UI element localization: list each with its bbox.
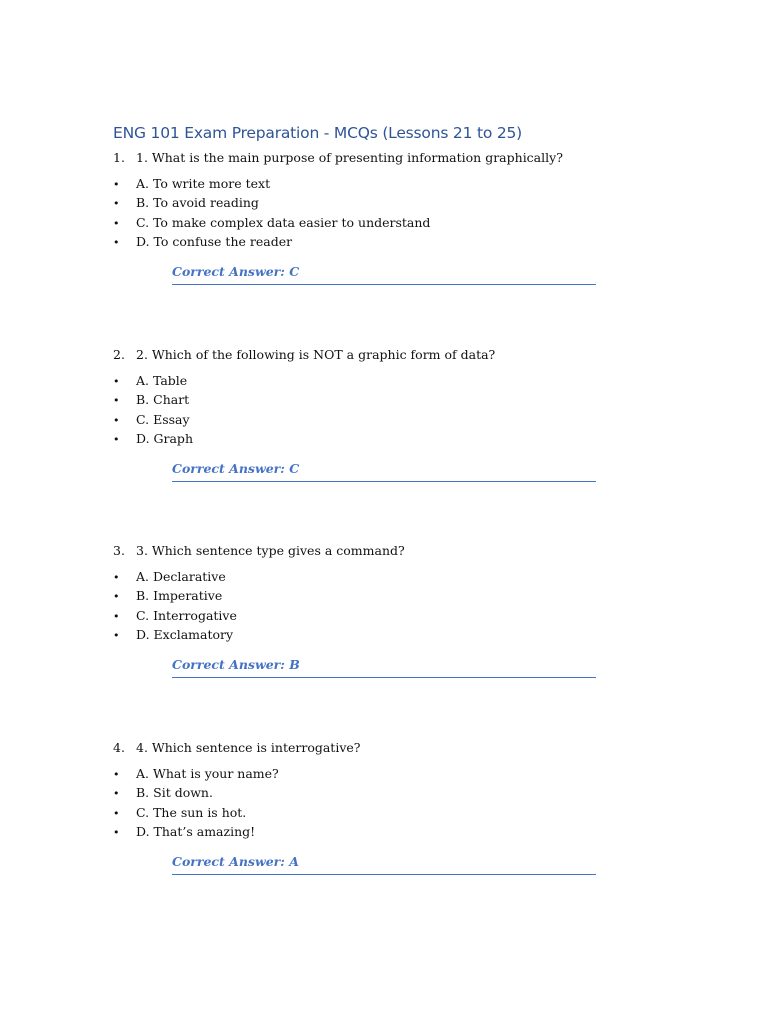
options-list xyxy=(113,371,193,448)
option-text: A. Declarative xyxy=(136,569,226,584)
option-item xyxy=(113,822,279,841)
question-line xyxy=(113,347,495,362)
question-text: 2. Which of the following is NOT a graphic form of data? xyxy=(136,347,496,362)
question-list-number: 2. xyxy=(113,347,125,362)
option-text: A. To write more text xyxy=(136,176,271,191)
correct-answer: Correct Answer: C xyxy=(172,461,596,482)
option-text: D. To confuse the reader xyxy=(136,233,293,249)
option-text: C. The sun is hot. xyxy=(136,804,247,820)
bullet-icon: • xyxy=(113,590,120,604)
option-text: C. To make complex data easier to understand xyxy=(136,214,431,230)
bullet-icon: • xyxy=(113,571,120,584)
option-item xyxy=(113,232,430,251)
bullet-icon: • xyxy=(113,609,120,623)
option-item xyxy=(113,213,430,232)
options-list xyxy=(113,567,237,644)
bullet-icon: • xyxy=(113,375,120,388)
question-list-number: 3. xyxy=(113,543,125,558)
option-text: A. What is your name? xyxy=(136,766,279,781)
question-list-number: 4. xyxy=(113,740,125,755)
bullet-icon: • xyxy=(113,413,120,427)
options-list xyxy=(113,174,430,251)
option-text: B. Imperative xyxy=(136,588,223,604)
option-item xyxy=(113,174,430,193)
bullet-icon: • xyxy=(113,197,120,211)
option-item xyxy=(113,783,279,802)
option-text: D. Exclamatory xyxy=(136,626,234,642)
option-text: A. Table xyxy=(136,373,188,388)
option-item xyxy=(113,371,193,390)
bullet-icon: • xyxy=(113,768,120,781)
question-line xyxy=(113,150,563,165)
question-list-number: 1. xyxy=(113,150,125,165)
option-item xyxy=(113,193,430,212)
option-item xyxy=(113,803,279,822)
question-text: 1. What is the main purpose of presenting information graphically? xyxy=(136,150,563,165)
bullet-icon: • xyxy=(113,178,120,191)
option-item xyxy=(113,606,237,625)
correct-answer: Correct Answer: B xyxy=(172,657,596,678)
bullet-icon: • xyxy=(113,825,120,839)
option-text: C. Essay xyxy=(136,411,190,427)
bullet-icon: • xyxy=(113,394,120,408)
question-line xyxy=(113,740,361,755)
option-text: B. Chart xyxy=(136,392,190,408)
bullet-icon: • xyxy=(113,806,120,820)
option-text: D. That’s amazing! xyxy=(136,823,256,839)
options-list xyxy=(113,764,279,841)
option-item xyxy=(113,586,237,605)
option-text: B. Sit down. xyxy=(136,785,213,801)
option-item xyxy=(113,625,237,644)
option-item xyxy=(113,390,193,409)
bullet-icon: • xyxy=(113,787,120,801)
question-text: 3. Which sentence type gives a command? xyxy=(136,543,405,558)
option-item xyxy=(113,410,193,429)
option-item xyxy=(113,764,279,783)
question-line xyxy=(113,543,405,558)
bullet-icon: • xyxy=(113,628,120,642)
option-text: B. To avoid reading xyxy=(136,195,259,211)
option-text: D. Graph xyxy=(136,430,193,446)
document-title: ENG 101 Exam Preparation - MCQs (Lessons 21 to 25) xyxy=(113,124,523,142)
correct-answer: Correct Answer: A xyxy=(172,854,596,875)
question-text: 4. Which sentence is interrogative? xyxy=(136,740,361,755)
bullet-icon: • xyxy=(113,216,120,230)
correct-answer: Correct Answer: C xyxy=(172,264,596,285)
option-text: C. Interrogative xyxy=(136,607,237,623)
bullet-icon: • xyxy=(113,432,120,446)
option-item xyxy=(113,429,193,448)
bullet-icon: • xyxy=(113,235,120,249)
option-item xyxy=(113,567,237,586)
